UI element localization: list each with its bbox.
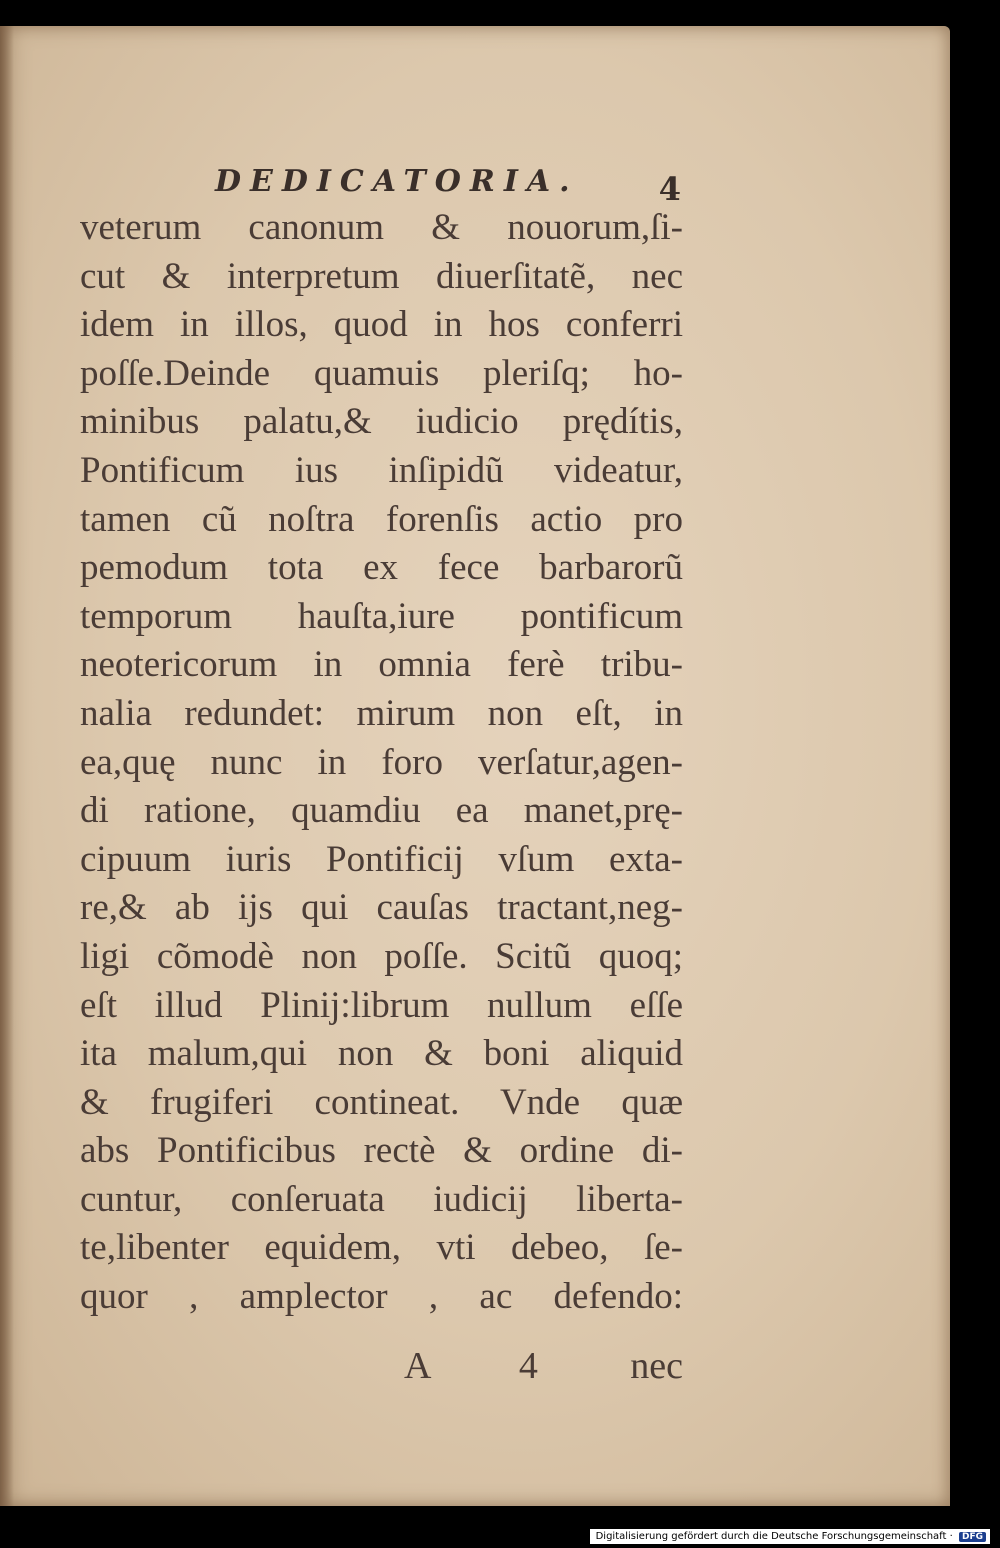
book-page: [0, 26, 950, 1506]
text-line: cipuum iuris Pontificij vſum exta-: [80, 838, 683, 880]
text-line: abs Pontificibus rectè & ordine di-: [80, 1130, 683, 1172]
text-line: & frugiferi contineat. Vnde quæ: [80, 1081, 683, 1123]
page-number: 4: [658, 170, 681, 208]
text-line: di ratione, quamdiu ea manet,prę-: [80, 790, 683, 832]
text-line: veterum canonum & nouorum,ſi-: [80, 207, 683, 248]
text-line: cuntur, conſeruata iudicij liberta-: [80, 1178, 683, 1220]
text-line: Pontificum ius inſipidũ videatur,: [80, 449, 683, 491]
text-line: tamen cũ noſtra forenſis actio pro: [80, 498, 683, 540]
text-line: idem in illos, quod in hos conferri: [80, 304, 683, 346]
text-line: neotericorum in omnia ferè tribu-: [80, 644, 683, 686]
text-line: re,& ab ijs qui cauſas tractant,neg-: [80, 887, 683, 929]
text-line: minibus palatu,& iudicio prędítis,: [80, 401, 683, 443]
dfg-logo-icon: DFG: [959, 1532, 986, 1542]
text-line: pemodum tota ex fece barbarorũ: [80, 547, 683, 589]
signature-mark: A 4: [404, 1345, 578, 1387]
digitization-credit: [590, 1529, 990, 1544]
text-line: nalia redundet: mirum non eſt, in: [80, 692, 683, 734]
text-line: poſſe.Deinde quamuis pleriſq; ho-: [80, 352, 683, 394]
text-line: eſt illud Plinij:librum nullum eſſe: [80, 984, 683, 1026]
page-header: [215, 164, 695, 208]
text-line: te,libenter equidem, vti debeo, ſe-: [80, 1227, 683, 1269]
text-line: ea,quę nunc in foro verſatur,agen-: [80, 741, 683, 783]
body-text: [80, 204, 683, 1322]
running-head: DEDICATORIA.: [215, 164, 579, 199]
text-line: ita malum,qui non & boni aliquid: [80, 1033, 683, 1075]
text-line: quor , amplector , ac defendo:: [80, 1276, 683, 1318]
page-gutter-shadow: [0, 26, 14, 1506]
credit-text: Digitalisierung gefördert durch die Deutsche Forschungsgemeinschaft ·: [595, 1531, 953, 1542]
page-footer: [400, 1344, 683, 1394]
text-line: ligi cõmodè non poſſe. Scitũ quoq;: [80, 935, 683, 977]
catchword: nec: [630, 1345, 683, 1387]
text-line: cut & interpretum diuerſitatẽ, nec: [80, 255, 683, 297]
text-line: temporum hauſta,iure pontificum: [80, 595, 683, 637]
